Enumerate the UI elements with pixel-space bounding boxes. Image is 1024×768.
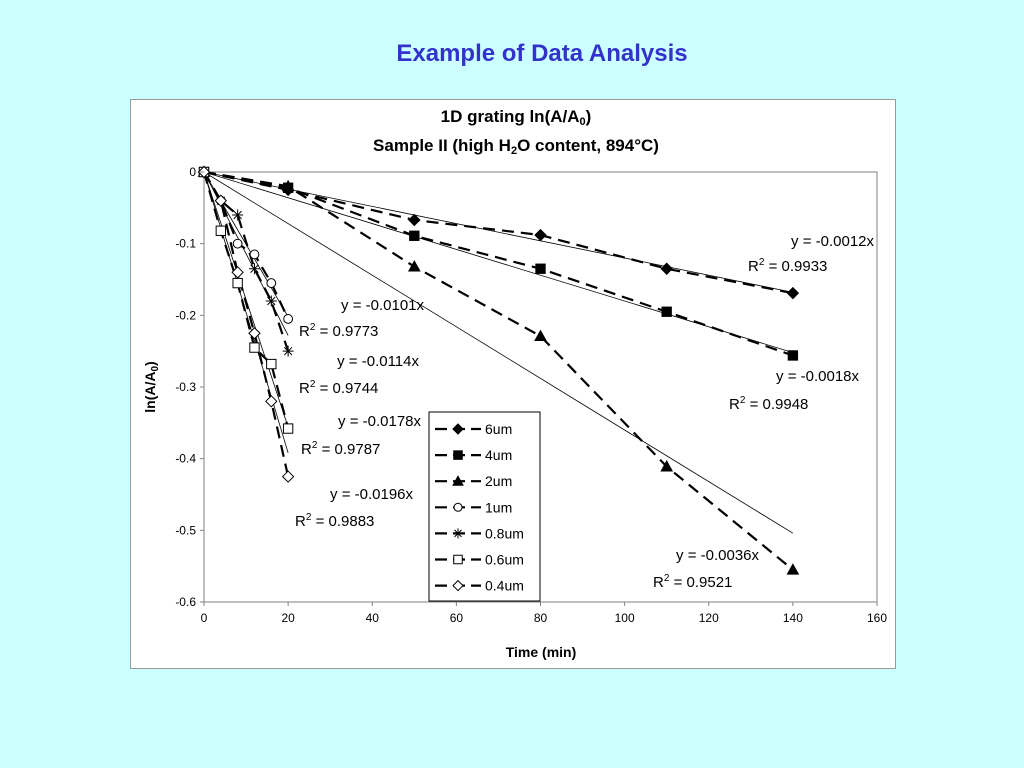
y-tick-label: -0.4: [175, 451, 196, 466]
marker-4um: [788, 351, 797, 360]
trend-equation: y = -0.0036x: [676, 547, 759, 564]
chart: [131, 100, 895, 668]
marker-1um: [233, 239, 242, 248]
y-axis-label: $\ln(A/A_0)$: [142, 361, 161, 413]
x-tick-label: 0: [200, 611, 208, 625]
trend-r2: $R^2 = 0.9948$: [729, 395, 809, 413]
x-tick-label: 80: [533, 611, 548, 625]
marker-1um: [250, 250, 259, 259]
trend-r2: $R^2 = 0.9787$: [301, 440, 381, 458]
chart-frame: [130, 99, 896, 669]
marker-0p6um: [233, 278, 242, 287]
y-tick-label: -0.5: [175, 523, 196, 538]
legend-marker-1um: [454, 503, 462, 511]
legend-marker-4um: [454, 451, 463, 460]
trend-equation: y = -0.0196x: [330, 486, 413, 503]
y-tick-label: -0.3: [175, 380, 196, 394]
legend-label-4um: 4um: [485, 447, 513, 464]
y-tick-label: 0: [189, 165, 196, 179]
marker-1um: [267, 279, 276, 288]
trend-equation: y = -0.0012x: [791, 233, 874, 250]
legend-label-0p8um: 0.8um: [485, 525, 524, 542]
marker-4um: [410, 231, 419, 240]
legend-label-0p6um: 0.6um: [485, 551, 524, 568]
trend-r2: $R^2 = 0.9521$: [653, 573, 733, 591]
x-tick-label: 40: [365, 611, 379, 625]
y-tick-label: -0.1: [175, 236, 196, 251]
legend-label-6um: 6um: [485, 421, 513, 437]
slide-title: Example of Data Analysis: [396, 40, 688, 67]
marker-4um: [662, 307, 671, 316]
chart-title-line1: 1D grating ln(A/A0): [440, 107, 592, 128]
y-tick-label: -0.6: [175, 595, 196, 609]
trend-r2: $R^2 = 0.9773$: [299, 322, 379, 340]
marker-0p8um: [283, 346, 294, 357]
x-tick-label: 160: [866, 611, 888, 625]
marker-4um: [536, 264, 545, 273]
marker-0p6um: [216, 226, 225, 235]
trend-equation: y = -0.0114x: [337, 353, 419, 370]
marker-0p6um: [267, 359, 276, 368]
trend-equation: y = -0.0018x: [776, 368, 859, 385]
x-tick-label: 140: [782, 611, 803, 625]
trend-r2: $R^2 = 0.9744$: [299, 379, 379, 397]
x-tick-label: 100: [614, 611, 635, 625]
x-tick-label: 60: [449, 611, 464, 625]
trend-r2: $R^2 = 0.9933$: [748, 257, 828, 275]
y-tick-label: -0.2: [175, 308, 196, 323]
trend-equation: y = -0.0178x: [338, 413, 421, 430]
legend-marker-0p6um: [454, 555, 463, 564]
legend-label-0p4um: 0.4um: [485, 577, 524, 594]
marker-1um: [284, 315, 293, 324]
x-tick-label: 120: [698, 611, 719, 625]
x-axis-label: Time (min): [505, 644, 577, 660]
marker-0p6um: [250, 343, 259, 352]
chart-title-line2: Sample II (high H2O content, 894°C): [373, 136, 659, 157]
legend-label-2um: 2um: [485, 473, 513, 490]
marker-0p6um: [283, 424, 292, 433]
trend-equation: y = -0.0101x: [341, 297, 424, 314]
legend-label-1um: 1um: [485, 499, 513, 516]
x-tick-label: 20: [281, 611, 295, 625]
trend-r2: $R^2 = 0.9883$: [295, 512, 375, 530]
legend: [429, 412, 540, 601]
